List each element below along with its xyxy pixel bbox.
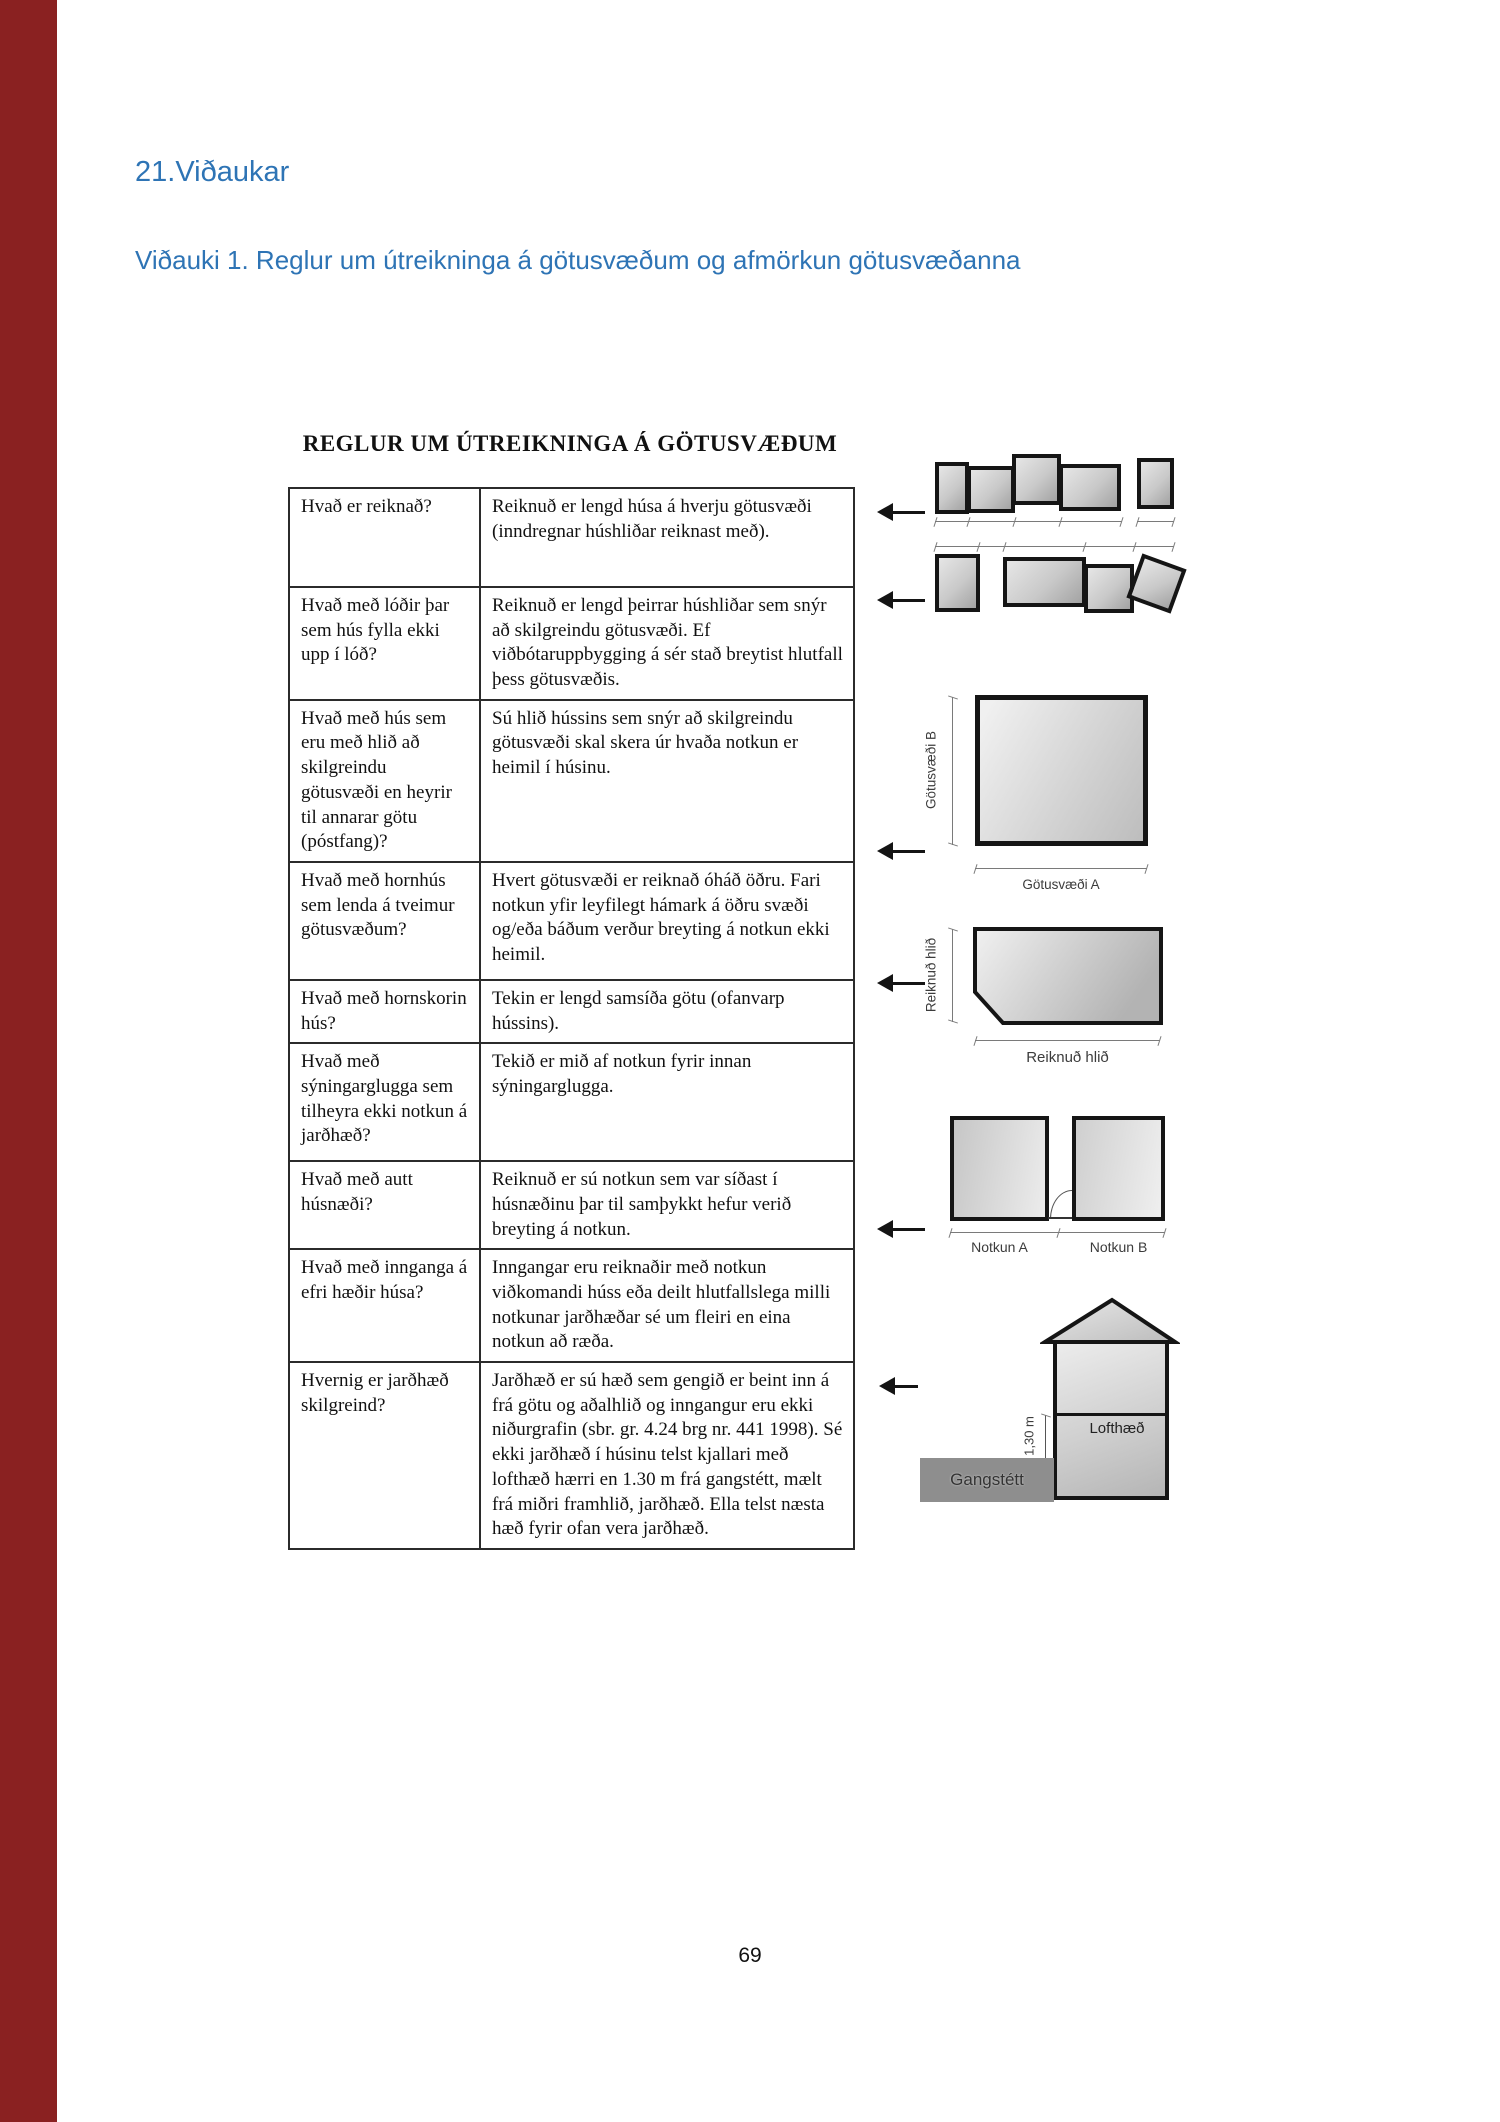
building-plan [1059,464,1121,511]
answer-cell: Reiknuð er sú notkun sem var síðast í húsnæðinu þar til samþykkt hefur verið breyting á notkun. [480,1161,854,1249]
corner-cut-plan [973,927,1163,1025]
pointer-arrow [893,850,925,853]
building-plan [1072,1116,1165,1221]
gotusvaedi-a-label: Götusvæði A [1022,877,1100,892]
dimension-line [1137,521,1174,522]
table-row [289,488,854,587]
answer-cell: Sú hlið hússins sem snýr að skilgreindu götusvæði skal skera úr hvaða notkun er heimil í húsinu. [480,700,854,862]
chapter-heading: 21.Viðaukar [135,156,290,188]
building-plan [1012,454,1061,505]
dimension-line [975,868,1147,869]
question-cell: Hvað er reiknað? [289,488,480,587]
table-row [289,980,854,1043]
height-dim-label: 1,30 m [1021,1416,1037,1456]
table-row [289,1362,854,1549]
gangstett-label: Gangstétt [950,1470,1024,1489]
building-plan [950,1116,1049,1221]
floor-divider [1053,1413,1169,1416]
building-plan [1084,564,1134,613]
answer-cell: Jarðhæð er sú hæð sem gengið er beint inn á frá götu og aðalhlið og inngangur eru ekki niðurgrafin (sbr. gr. 4.24 brg nr. 441 1998). Sé ekki jarðhæð í húsinu telst kjallari með lofthæð hærri en 1.30 m frá gangstétt, mælt frá miðri framhlið, jarðhæð. Ella telst næsta hæð fyrir ofan vera jarðhæð. [480,1362,854,1549]
building-plan [1137,458,1174,509]
pointer-arrow [893,511,925,514]
building-plan-rotated [1126,553,1186,613]
reiknud-hlid-horizontal-label: Reiknuð hlið [1026,1049,1109,1066]
answer-cell: Reiknuð er lengd þeirrar húshliðar sem snýr að skilgreindu götusvæði. Ef viðbótaruppbygging á sér stað breytist hlutfall þess götusvæðis. [480,587,854,700]
roof-shape [1040,1295,1180,1345]
table-title: REGLUR UM ÚTREIKNINGA Á GÖTUSVÆÐUM [302,431,838,456]
question-cell: Hvað með autt húsnæði? [289,1161,480,1249]
building-plan-large [975,695,1148,846]
dimension-line [952,929,953,1022]
page-number: 69 [738,1944,762,1967]
rules-table [288,487,855,1550]
question-cell: Hvað með sýningarglugga sem tilheyra ekki notkun á jarðhæð? [289,1043,480,1161]
dimension-line [1045,1415,1046,1458]
door-arc [1050,1190,1072,1219]
answer-cell: Tekin er lengd samsíða götu (ofanvarp hússins). [480,980,854,1043]
appendix-heading: Viðauki 1. Reglur um útreikninga á götusvæðum og afmörkun götusvæðanna [135,245,1021,275]
dimension-line [935,521,1122,522]
pointer-arrow [893,1228,925,1231]
answer-cell: Tekið er mið af notkun fyrir innan sýningarglugga. [480,1043,854,1161]
building-plan [935,462,969,514]
entrance-baseline [1048,1217,1072,1219]
dimension-line [935,546,1174,547]
question-cell: Hvað með hús sem eru með hlið að skilgreindu götusvæði en heyrir til annarar götu (póstfang)? [289,700,480,862]
question-cell: Hvað með hornskorin hús? [289,980,480,1043]
question-cell: Hvernig er jarðhæð skilgreind? [289,1362,480,1549]
lofthaed-label: Lofthæð [1089,1420,1145,1437]
dimension-line [975,1040,1160,1041]
dimension-line [950,1232,1165,1233]
sidewalk-block [920,1458,1054,1502]
question-cell: Hvað með lóðir þar sem hús fylla ekki upp í lóð? [289,587,480,700]
question-cell: Hvað með innganga á efri hæðir húsa? [289,1249,480,1362]
pointer-arrow [895,1385,918,1388]
gotusvaedi-b-label: Götusvæði B [923,730,939,810]
building-plan [935,554,980,612]
notkun-a-label: Notkun A [971,1239,1028,1255]
reiknud-hlid-vertical-label: Reiknuð hlið [923,937,939,1013]
table-row [289,1043,854,1161]
pointer-arrow [893,982,925,985]
table-row [289,1249,854,1362]
table-row [289,700,854,862]
building-plan [1003,557,1086,607]
table-row [289,587,854,700]
table-row [289,1161,854,1249]
answer-cell: Reiknuð er lengd húsa á hverju götusvæði (inndregnar húshliðar reiknast með). [480,488,854,587]
question-cell: Hvað með hornhús sem lenda á tveimur götusvæðum? [289,862,480,980]
dimension-line [952,697,953,845]
answer-cell: Inngangar eru reiknaðir með notkun viðkomandi húss eða deilt hlutfallslega milli notkunar jarðhæðar sé um fleiri en eina notkun að ræða. [480,1249,854,1362]
building-plan [967,466,1015,513]
left-edge-bar [0,0,57,2122]
table-row [289,862,854,980]
answer-cell: Hvert götusvæði er reiknað óháð öðru. Fari notkun yfir leyfilegt hámark á öðru svæði og/eða báðum verður breyting á notkun ekki heimil. [480,862,854,980]
notkun-b-label: Notkun B [1089,1239,1148,1255]
pointer-arrow [893,599,925,602]
